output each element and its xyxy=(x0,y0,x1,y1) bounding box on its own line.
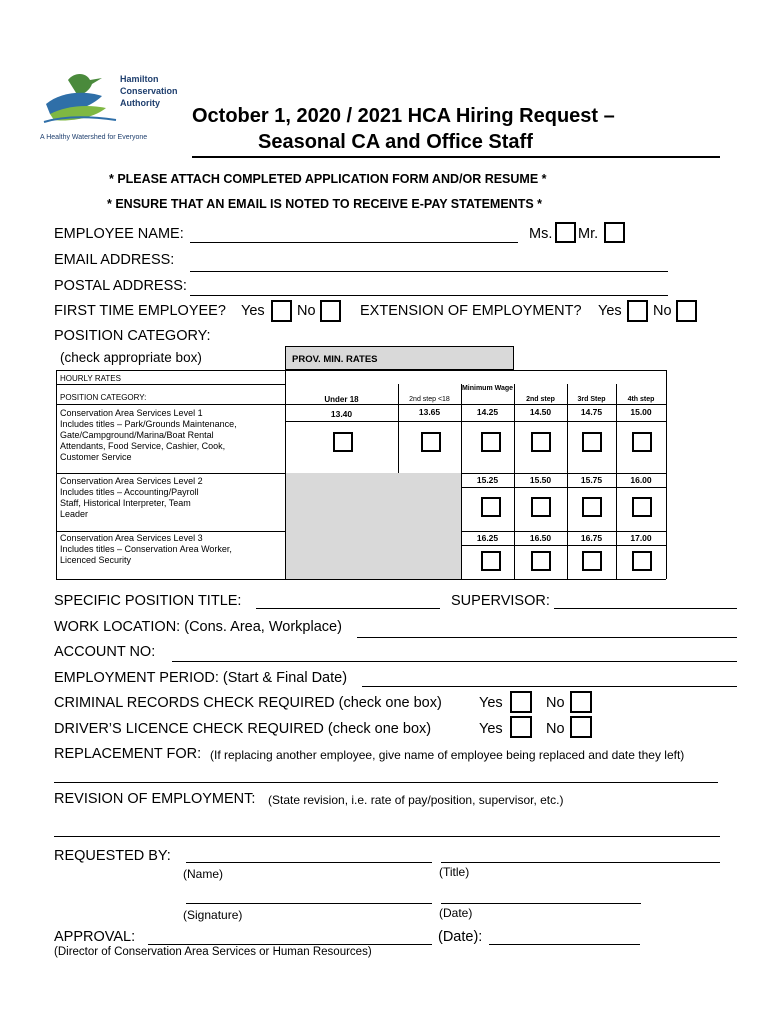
drivers-yes-checkbox[interactable] xyxy=(510,716,532,738)
account-label: ACCOUNT NO: xyxy=(54,644,156,660)
drivers-no-label: No xyxy=(546,721,565,737)
heron-logo-icon xyxy=(40,70,120,132)
page-title-line2: Seasonal CA and Office Staff xyxy=(258,131,533,153)
first-time-yes-label: Yes xyxy=(241,303,265,319)
level1-2nd-step-checkbox[interactable] xyxy=(531,432,551,452)
level3-rate-3rd-step: 16.75 xyxy=(580,533,603,543)
work-location-field[interactable] xyxy=(357,637,737,638)
email-label: EMAIL ADDRESS: xyxy=(54,252,175,268)
replacement-field[interactable] xyxy=(54,782,718,783)
level2-title-line1: Includes titles – Accounting/Payroll xyxy=(60,487,199,497)
extension-label: EXTENSION OF EMPLOYMENT? xyxy=(360,303,582,319)
signature-field[interactable] xyxy=(186,903,432,904)
first-time-no-checkbox[interactable] xyxy=(320,300,341,322)
requested-date-field[interactable] xyxy=(441,903,641,904)
level2-minimum-wage-checkbox[interactable] xyxy=(481,497,501,517)
level1-title-line2: Gate/Campground/Marina/Boat Rental xyxy=(60,430,214,440)
signature-caption: (Signature) xyxy=(183,908,243,922)
drivers-check-label: DRIVER’S LICENCE CHECK REQUIRED (check one box) xyxy=(54,721,432,737)
level1-4th-step-checkbox[interactable] xyxy=(632,432,652,452)
replacement-note: (If replacing another employee, give name of employee being replaced and date they left) xyxy=(210,748,685,762)
level3-3rd-step-checkbox[interactable] xyxy=(582,551,602,571)
level2-title-line2: Staff, Historical Interpreter, Team xyxy=(60,498,191,508)
level3-rate-2nd-step: 16.50 xyxy=(529,533,552,543)
criminal-check-label: CRIMINAL RECORDS CHECK REQUIRED (check one box) xyxy=(54,695,442,711)
logo-tagline: A Healthy Watershed for Everyone xyxy=(40,134,148,141)
mr-checkbox[interactable] xyxy=(604,222,625,243)
level2-4th-step-checkbox[interactable] xyxy=(632,497,652,517)
level2-gray-area xyxy=(285,473,461,579)
approval-field[interactable] xyxy=(148,944,432,945)
logo-org-line3: Authority xyxy=(120,98,160,108)
employee-name-label: EMPLOYEE NAME: xyxy=(54,226,184,242)
position-category-label: POSITION CATEGORY: xyxy=(54,328,211,344)
replacement-label: REPLACEMENT FOR: xyxy=(54,746,202,762)
hourly-rates-label: HOURLY RATES xyxy=(60,374,121,383)
approval-date-field[interactable] xyxy=(489,944,640,945)
drivers-yes-label: Yes xyxy=(479,721,503,737)
account-field[interactable] xyxy=(172,661,737,662)
approval-label: APPROVAL: xyxy=(54,929,136,945)
level3-4th-step-checkbox[interactable] xyxy=(632,551,652,571)
notice-email: * ENSURE THAT AN EMAIL IS NOTED TO RECEIVE E-PAY STATEMENTS * xyxy=(107,197,543,211)
level1-rate-under-18: 13.40 xyxy=(330,409,353,419)
supervisor-field[interactable] xyxy=(554,608,737,609)
specific-title-field[interactable] xyxy=(256,608,440,609)
level3-minimum-wage-checkbox[interactable] xyxy=(481,551,501,571)
extension-no-label: No xyxy=(653,303,672,319)
level3-title-line2: Licenced Security xyxy=(60,555,132,565)
level1-name: Conservation Area Services Level 1 xyxy=(60,408,203,418)
level3-2nd-step-checkbox[interactable] xyxy=(531,551,551,571)
col-minimum-wage xyxy=(461,384,514,393)
requested-title-field[interactable] xyxy=(441,862,720,863)
level3-rate-minimum-wage: 16.25 xyxy=(476,533,499,543)
requested-name-field[interactable] xyxy=(186,862,432,863)
level1-3rd-step-checkbox[interactable] xyxy=(582,432,602,452)
check-box-note: (check appropriate box) xyxy=(60,350,202,365)
postal-label: POSTAL ADDRESS: xyxy=(54,278,187,294)
specific-title-label: SPECIFIC POSITION TITLE: xyxy=(54,593,242,609)
level1-rate-4th-step: 15.00 xyxy=(630,407,652,417)
revision-label: REVISION OF EMPLOYMENT: xyxy=(54,791,256,807)
supervisor-label: SUPERVISOR: xyxy=(451,593,550,609)
title-divider xyxy=(192,156,720,158)
first-time-label: FIRST TIME EMPLOYEE? xyxy=(54,303,226,319)
page-title-line1: October 1, 2020 / 2021 HCA Hiring Request – xyxy=(192,105,615,127)
col-2nd-step: 2nd step xyxy=(526,396,555,403)
drivers-no-checkbox[interactable] xyxy=(570,716,592,738)
level2-rate-3rd-step: 15.75 xyxy=(580,475,603,485)
requested-by-label: REQUESTED BY: xyxy=(54,848,171,864)
first-time-no-label: No xyxy=(297,303,316,319)
email-field[interactable] xyxy=(190,271,668,272)
employment-period-label: EMPLOYMENT PERIOD: (Start & Final Date) xyxy=(54,670,348,686)
logo-org-line1: Hamilton xyxy=(120,74,159,84)
position-category-header: POSITION CATEGORY: xyxy=(60,393,147,402)
col-3rd-step: 3rd Step xyxy=(577,396,606,403)
level2-name: Conservation Area Services Level 2 xyxy=(60,476,203,486)
level2-3rd-step-checkbox[interactable] xyxy=(582,497,602,517)
mr-label: Mr. xyxy=(578,226,599,242)
revision-field[interactable] xyxy=(54,836,720,837)
extension-no-checkbox[interactable] xyxy=(676,300,697,322)
employee-name-field[interactable] xyxy=(190,242,518,243)
approval-date-label: (Date): xyxy=(438,929,483,945)
level1-rate-3rd-step: 14.75 xyxy=(580,407,603,417)
employment-period-field[interactable] xyxy=(362,686,737,687)
col-2nd-step-under-18: 2nd step <18 xyxy=(409,396,450,403)
level1-2nd-step-under-18-checkbox[interactable] xyxy=(421,432,441,452)
level2-rate-4th-step: 16.00 xyxy=(630,475,652,485)
col-minimum-wage-label: Minimum Wage xyxy=(461,385,514,392)
hca-logo xyxy=(40,70,190,150)
level1-under-18-checkbox[interactable] xyxy=(333,432,353,452)
notice-attach: * PLEASE ATTACH COMPLETED APPLICATION FORM AND/OR RESUME * xyxy=(109,172,547,186)
level1-rate-2nd-step: 14.50 xyxy=(529,407,552,417)
title-caption: (Title) xyxy=(439,865,470,879)
col-under-18: Under 18 xyxy=(324,395,359,404)
level3-rate-4th-step: 17.00 xyxy=(630,533,652,543)
rates-table xyxy=(56,370,666,580)
col-4th-step: 4th step xyxy=(627,396,655,403)
level1-minimum-wage-checkbox[interactable] xyxy=(481,432,501,452)
level3-title-line1: Includes titles – Conservation Area Worker, xyxy=(60,544,232,554)
date-caption: (Date) xyxy=(439,906,473,920)
criminal-yes-label: Yes xyxy=(479,695,503,711)
level1-rate-minimum-wage: 14.25 xyxy=(476,407,499,417)
level2-2nd-step-checkbox[interactable] xyxy=(531,497,551,517)
ms-checkbox[interactable] xyxy=(555,222,576,243)
approver-note: (Director of Conservation Area Services or Human Resources) xyxy=(54,946,372,958)
level3-name: Conservation Area Services Level 3 xyxy=(60,533,203,543)
level2-rate-minimum-wage: 15.25 xyxy=(476,475,499,485)
level1-rate-2nd-step-under-18: 13.65 xyxy=(418,407,441,417)
criminal-yes-checkbox[interactable] xyxy=(510,691,532,713)
prov-min-rates-label: PROV. MIN. RATES xyxy=(292,354,378,365)
level2-rate-2nd-step: 15.50 xyxy=(529,475,552,485)
level1-title-line3: Attendants, Food Service, Cashier, Cook, xyxy=(60,441,226,451)
postal-field[interactable] xyxy=(190,295,668,296)
name-caption: (Name) xyxy=(183,867,224,881)
extension-yes-label: Yes xyxy=(598,303,622,319)
work-location-label: WORK LOCATION: (Cons. Area, Workplace) xyxy=(54,619,342,635)
criminal-no-checkbox[interactable] xyxy=(570,691,592,713)
level1-title-line4: Customer Service xyxy=(60,452,132,462)
logo-org-line2: Conservation xyxy=(120,86,178,96)
criminal-no-label: No xyxy=(546,695,565,711)
level1-title-line1: Includes titles – Park/Grounds Maintenance, xyxy=(60,419,237,429)
extension-yes-checkbox[interactable] xyxy=(627,300,648,322)
ms-label: Ms. xyxy=(529,226,553,242)
first-time-yes-checkbox[interactable] xyxy=(271,300,292,322)
revision-note: (State revision, i.e. rate of pay/position, supervisor, etc.) xyxy=(268,793,564,807)
level2-title-line3: Leader xyxy=(60,509,89,519)
